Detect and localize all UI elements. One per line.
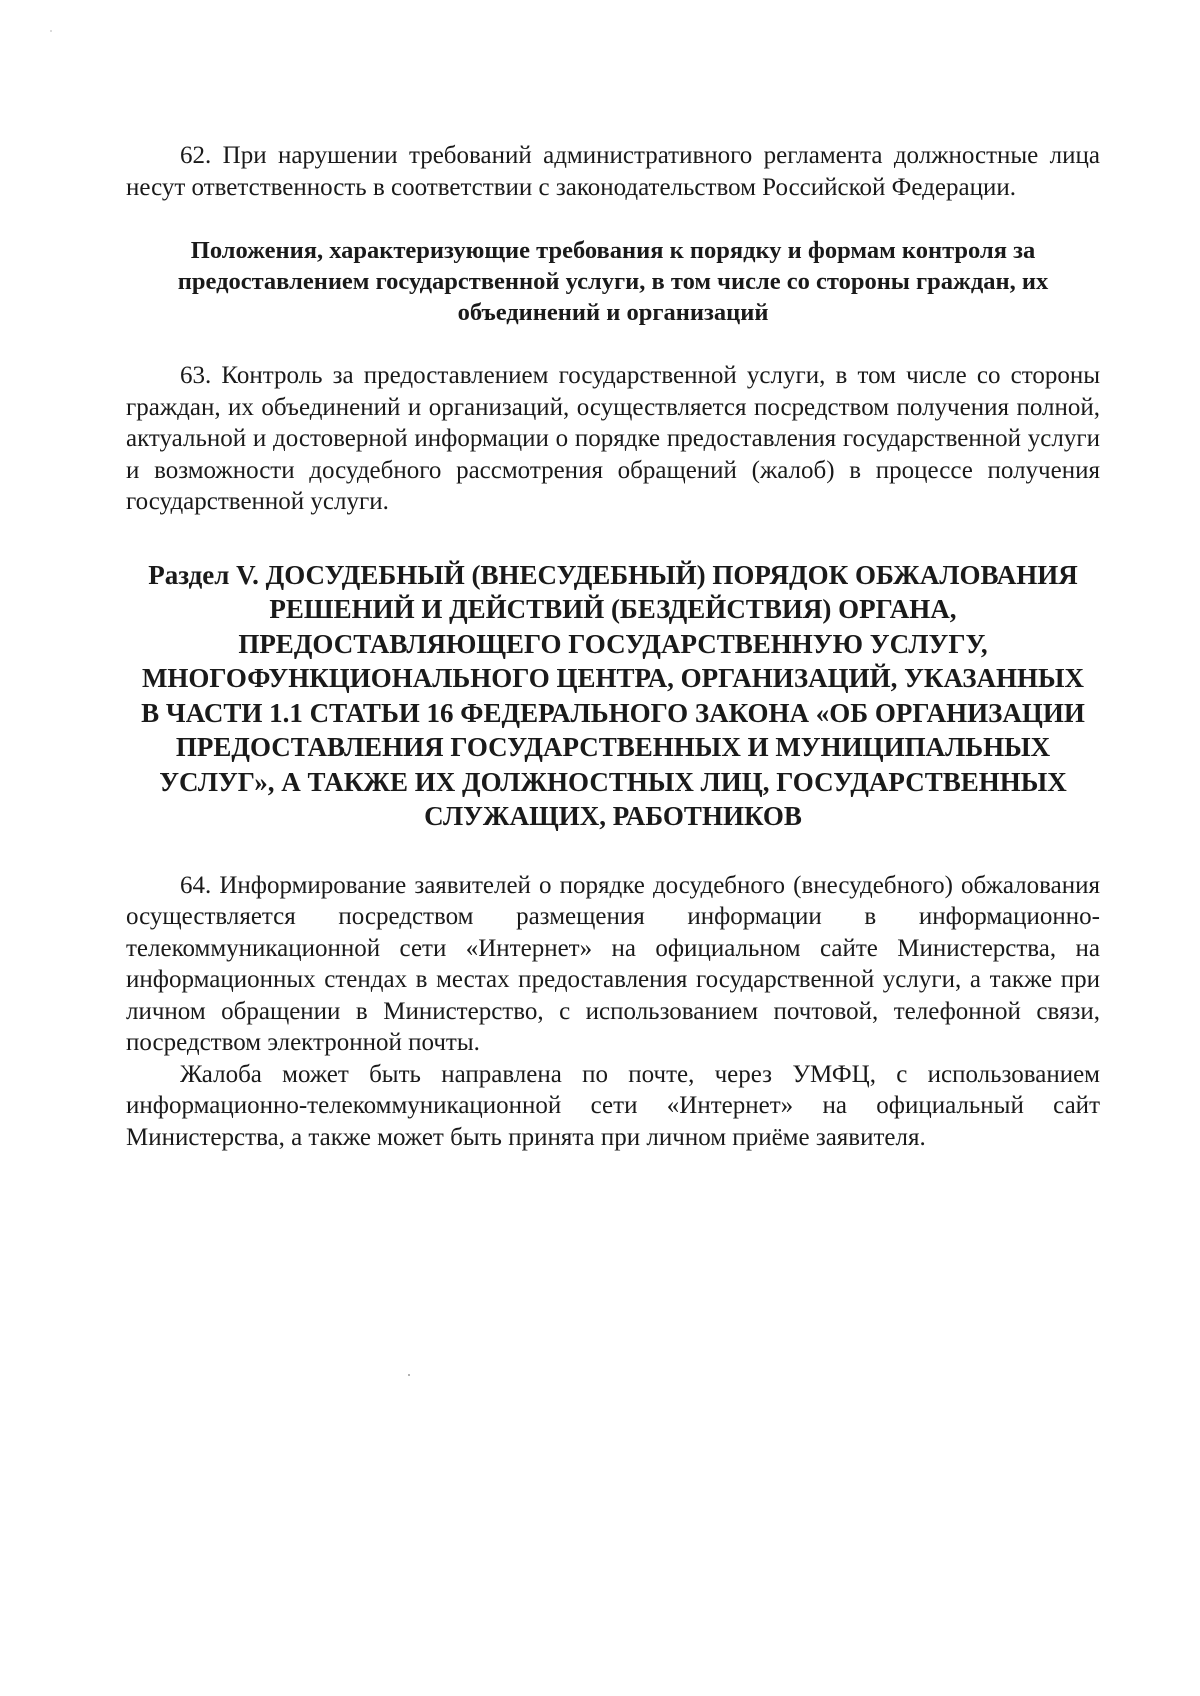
- paragraph-62: 62. При нарушении требований административного регламента должностные лица несут ответственность в соответствии с законодательством Российской Федерации.: [126, 142, 1100, 201]
- scan-speck: [50, 30, 52, 32]
- paragraph-complaint: Жалоба может быть направлена по почте, через УМФЦ, с использованием информационно-телекоммуникационной сети «Интернет» на официальный сайт Министерства, а также может быть принята при личном приёме заявителя.: [126, 1060, 1100, 1151]
- scan-speck: [408, 1374, 410, 1376]
- document-body: [126, 140, 1100, 1153]
- section-v-heading: Раздел V. ДОСУДЕБНЫЙ (ВНЕСУДЕБНЫЙ) ПОРЯДОК ОБЖАЛОВАНИЯ РЕШЕНИЙ И ДЕЙСТВИЙ (БЕЗДЕЙСТВИЯ) ОРГАНА, ПРЕДОСТАВЛЯЮЩЕГО ГОСУДАРСТВЕННУЮ УСЛУГУ, МНОГОФУНКЦИОНАЛЬНОГО ЦЕНТРА, ОРГАНИЗАЦИЙ, УКАЗАННЫХ В ЧАСТИ 1.1 СТАТЬИ 16 ФЕДЕРАЛЬНОГО ЗАКОНА «ОБ ОРГАНИЗАЦИИ ПРЕДОСТАВЛЕНИЯ ГОСУДАРСТВЕННЫХ И МУНИЦИПАЛЬНЫХ УСЛУГ», А ТАКЖЕ ИХ ДОЛЖНОСТНЫХ ЛИЦ, ГОСУДАРСТВЕННЫХ СЛУЖАЩИХ, РАБОТНИКОВ: [141, 559, 1085, 831]
- paragraph-63: 63. Контроль за предоставлением государственной услуги, в том числе со стороны граждан, их объединений и организаций, осуществляется посредством получения полной, актуальной и достоверной информации о порядке предоставления государственной услуги и возможности досудебного рассмотрения обращений (жалоб) в процессе получения государственной услуги.: [126, 362, 1100, 515]
- paragraph-64: 64. Информирование заявителей о порядке досудебного (внесудебного) обжалования осуществляется посредством размещения информации в информационно-телекоммуникационной сети «Интернет» на официальном сайте Министерства, на информационных стендах в местах предоставления государственной услуги, а также при личном обращении в Министерство, с использованием почтовой, телефонной связи, посредством электронной почты.: [126, 871, 1100, 1056]
- subheading-control-requirements: Положения, характеризующие требования к порядку и формам контроля за предоставлением государственной услуги, в том числе со стороны граждан, их объединений и организаций: [177, 237, 1049, 326]
